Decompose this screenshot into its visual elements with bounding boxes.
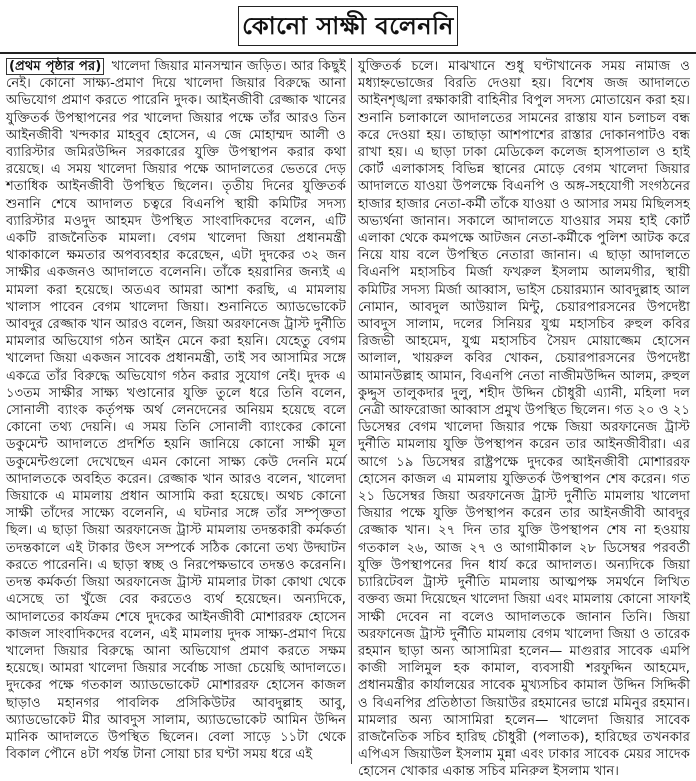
continued-from-front-page: (প্রথম পৃষ্ঠার পর) [6, 58, 104, 75]
headline: কোনো সাক্ষী বলেননি [238, 6, 458, 46]
article-text-left: খালেদা জিয়ার মানসম্মান জড়িত। আর কিছুই নেই। কোনো সাক্ষ্য-প্রমাণ দিয়ে খালেদা জিয়ার বিরুদ্ধে আনা অভিযোগ প্রমাণ করতে পারেনি দুদক। আইনজীবী রেজ্জাক খানের যুক্তিতর্ক উপস্থাপনের পর খালেদা জিয়ার পক্ষে তাঁর আরও তিন আইনজীবী খন্দকার মাহবুব হোসেন, এ জে মোহাম্মদ আলী ও ব্যারিস্টার জমিরউদ্দিন সরকারের যুক্তি উপস্থাপন করার কথা রয়েছে। এ সময় খালেদা জিয়ার পক্ষে আদালতের ভেতরে দেড় শতাধিক আইনজীবী উপস্থিত ছিলেন। তৃতীয় দিনের যুক্তিতর্ক শুনানি শেষে আদালত চত্বরে বিএনপি স্থায়ী কমিটির সদস্য ব্যারিস্টার মওদুদ আহমদ উপস্থিত সাংবাদিকদের বলেন, এটি একটি রাজনৈতিক মামলা। বেগম খালেদা জিয়া প্রধানমন্ত্রী থাকাকালে ক্ষমতার অপব্যবহার করেছেন, এটা দুদকের ৩২ জন সাক্ষীর একজনও আদালতে বলেননি। তাঁকে হয়রানির জন্যই এ মামলা করা হয়েছে। অতএব আমরা আশা করছি, এ মামলায় খালাস পাবেন বেগম খালেদা জিয়া। শুনানিতে অ্যাডভোকেট আবদুর রেজ্জাক খান আরও বলেন, জিয়া অরফানেজ ট্রাস্ট দুর্নীতি মামলার অভিযোগ গঠন আইন মেনে করা হয়নি। যেহেতু বেগম খালেদা জিয়া একজন সাবেক প্রধানমন্ত্রী, তাই সব আসামির সঙ্গে একত্রে তাঁর বিরুদ্ধে অভিযোগ গঠন করার সুযোগ নেই। দুদক এ ১৩তম সাক্ষীর সাক্ষ্য খণ্ডানোর যুক্তি তুলে ধরে তিনি বলেন, সোনালী ব্যাংক কর্তৃপক্ষ অর্থ লেনদেনের অনিয়ম হয়েছে বলে কোনো তথ্য দেয়নি। এ সময় তিনি সোনালী ব্যাংকের কোনো ডকুমেন্ট আদালতে প্রদর্শিত হয়নি জানিয়ে কোনো সাক্ষী মূল ডকুমেন্টগুলো দেখেছেন এমন কোনো সাক্ষ্য কেউ দেননি মর্মে আদালতকে অবহিত করেন। রেজ্জাক খান আরও বলেন, খালেদা জিয়াকে এ মামলায় প্রধান আসামি করা হয়েছে। অথচ কোনো সাক্ষী তাঁদের সাক্ষ্যে বলেননি, এ ঘটনার সঙ্গে তাঁর সম্পৃক্ততা ছিল। এ ছাড়া জিয়া অরফানেজ ট্রাস্ট মামলায় তদন্তকারী কর্মকর্তা তদন্তকালে এই টাকার উৎস সম্পর্কে সঠিক কোনো তথ্য উদ্ঘাটন করতে পারেননি। এ ছাড়া স্বচ্ছ ও নিরপেক্ষভাবে তদন্তও করেননি। তদন্ত কর্মকর্তা জিয়া অরফানেজ ট্রাস্ট মামলার টাকা কোথা থেকে এসেছে তা খুঁজে বের করতেও ব্যর্থ হয়েছেন। অন্যদিকে, আদালতের কার্যক্রম শেষে দুদকের আইনজীবী মোশাররফ হোসেন কাজল সাংবাদিকদের বলেন, এই মামলায় দুদক সাক্ষ্য-প্রমাণ দিয়ে খালেদা জিয়ার বিরুদ্ধে আনা অভিযোগ প্রমাণ করতে সক্ষম হয়েছে। আমরা খালেদা জিয়ার সর্বোচ্চ সাজা চেয়েছি আদালতে। দুদকের পক্ষে গতকাল অ্যাডভোকেট মোশাররফ হোসেন কাজল ছাড়াও মহানগর পাবলিক প্রসিকিউটর আবদুল্লাহ আবু, অ্যাডভোকেট মীর আবদুস সালাম, অ্যাডভোকেট আমিন উদ্দিন মানিক আদালতে উপস্থিত ছিলেন। বেলা সাড়ে ১১টা থেকে বিকাল পৌনে ৪টা পর্যন্ত টানা সোয়া চার ঘণ্টা সময় ধরে এই [6, 59, 347, 763]
headline-area [0, 0, 696, 56]
article-text-right: যুক্তিতর্ক চলে। মাঝখানে শুধু ঘণ্টাখানেক সময় নামাজ ও মধ্যাহ্নভোজের বিরতি দেওয়া হয়। বিশেষ জজ আদালতে আইনশৃঙ্খলা রক্ষাকারী বাহিনীর বিপুল সদস্য মোতায়েন করা হয়। শুনানি চলাকালে আদালতের সামনের রাস্তায় যান চলাচল বন্ধ করে দেওয়া হয়। তাছাড়া আশপাশের রাস্তার দোকানপাটও বন্ধ রাখা হয়। এ ছাড়া ঢাকা মেডিকেল কলেজ হাসপাতাল ও হাই কোর্ট এলাকাসহ বিভিন্ন স্থানের মোড়ে বেগম খালেদা জিয়ার আদালতে যাওয়া উপলক্ষে বিএনপি ও অঙ্গ-সহযোগী সংগঠনের হাজার হাজার নেতা-কর্মী তাঁকে যাওয়া ও আসার সময় মিছিলসহ অভ্যর্থনা জানান। সকালে আদালতে যাওয়ার সময় হাই কোর্ট এলাকা থেকে কমপক্ষে আটজন নেতা-কর্মীকে পুলিশ আটক করে নিয়ে যায় বলে উপস্থিত নেতারা জানান। এ ছাড়া আদালতে বিএনপি মহাসচিব মির্জা ফখরুল ইসলাম আলমগীর, স্থায়ী কমিটির সদস্য মির্জা আব্বাস, ভাইস চেয়ারম্যান আবদুল্লাহ আল নোমান, আবদুল আউয়াল মিন্টু, চেয়ারপারসনের উপদেষ্টা আবদুস সালাম, দলের সিনিয়র যুগ্ম মহাসচিব রুহুল কবির রিজভী আহমেদ, যুগ্ম মহাসচিব সৈয়দ মোয়াজ্জেম হোসেন আলাল, খায়রুল কবির খোকন, চেয়ারপারসনের উপদেষ্টা আমানউল্লাহ আমান, বিএনপি নেতা নাজীমউদ্দিন আলম, রুহুল কুদ্দুস তালুকদার দুলু, শহীদ উদ্দিন চৌধুরী এ্যানী, মহিলা দল নেত্রী আফরোজা আব্বাস প্রমুখ উপস্থিত ছিলেন। গত ২০ ও ২১ ডিসেম্বর বেগম খালেদা জিয়ার পক্ষে জিয়া অরফানেজ ট্রাস্ট দুর্নীতি মামলায় যুক্তি উপস্থাপন করেন তার আইনজীবীরা। এর আগে ১৯ ডিসেম্বর রাষ্ট্রপক্ষে দুদকের আইনজীবী মোশাররফ হোসেন কাজল এ মামলায় যুক্তিতর্ক উপস্থাপন শেষ করেন। গত ২১ ডিসেম্বর জিয়া অরফানেজ ট্রাস্ট দুর্নীতি মামলায় খালেদা জিয়ার পক্ষে যুক্তি উপস্থাপন করেন তার আইনজীবী আবদুর রেজ্জাক খান। ২৭ দিন তার যুক্তি উপস্থাপন শেষ না হওয়ায় গতকাল ২৬, আজ ২৭ ও আগামীকাল ২৮ ডিসেম্বর পরবর্তী যুক্তি উপস্থাপনের দিন ধার্য করে আদালত। অন্যদিকে জিয়া চ্যারিটেবল ট্রাস্ট দুর্নীতি মামলায় আত্মপক্ষ সমর্থনে লিখিত বক্তব্য জমা দিয়েছেন খালেদা জিয়া এবং মামলায় কোনো সাফাই সাক্ষী দেবেন না বলেও আদালতকে জানান তিনি। জিয়া অরফানেজ ট্রাস্ট দুর্নীতি মামলায় বেগম খালেদা জিয়া ও তারেক রহমান ছাড়া অন্য আসামিরা হলেন— মাগুরার সাবেক এমপি কাজী সালিমুল হক কামাল, ব্যবসায়ী শরফুদ্দিন আহমেদ, প্রধানমন্ত্রীর কার্যালয়ের সাবেক মুখ্যসচিব কামাল উদ্দিন সিদ্দিকী ও বিএনপির প্রতিষ্ঠাতা জিয়াউর রহমানের ভাগ্নে মমিনুর রহমান। মামলার অন্য আসামিরা হলেন— খালেদা জিয়ার সাবেক রাজনৈতিক সচিব হারিছ চৌধুরী (পলাতক), হারিছের তখনকার এপিএস জিয়াউল ইসলাম মুন্না এবং ঢাকার সাবেক মেয়র সাদেক হোসেন খোকার একান্ত সচিব মনিরুল ইসলাম খান। [358, 59, 690, 780]
headline-rule [0, 52, 696, 54]
article-column-left [6, 58, 346, 764]
column-divider [351, 58, 352, 764]
article-column-right [358, 58, 690, 780]
